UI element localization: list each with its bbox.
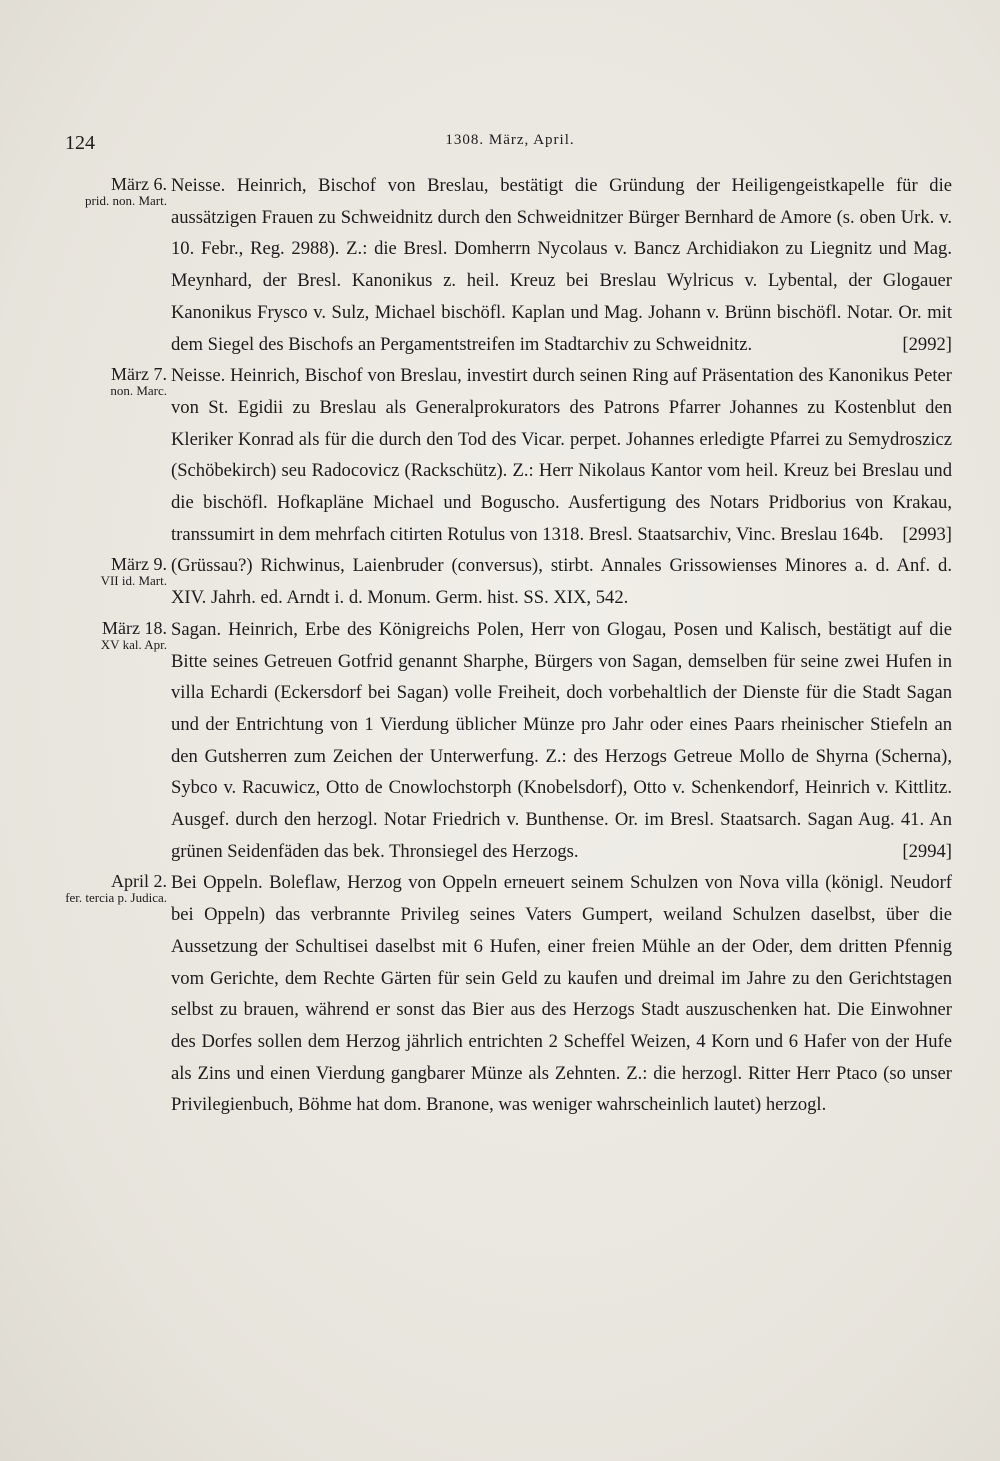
entry-date-main: März 6. [111, 174, 167, 194]
entry-date [62, 550, 171, 588]
entry-body: Neisse. Heinrich, Bischof von Breslau, investirt durch seinen Ring auf Präsentation des Kanonikus Peter von St. Egidii zu Breslau als Generalprokurators des Patrons Pfarrer Johannes zu Kostenblut den Kleriker Konrad als für die durch den Tod des Vicar. perpet. Johannes erledigte Pfarrei zu Semydroszicz (Schöbekirch) seu Radocovicz (Rackschütz). Z.: Herr Nikolaus Kantor vom heil. Kreuz bei Breslau und die bischöfl. Hofkapläne Michael und Boguscho. Ausfertigung des Notars Pridborius von Krakau, transsumirt in dem mehrfach citirten Rotulus von 1318. Bresl. Staatsarchiv, Vinc. Breslau 164b. [171, 365, 952, 545]
entry-date-liturgical: XV kal. Apr. [100, 636, 167, 652]
entry-date [62, 614, 171, 652]
entry-text [171, 360, 962, 550]
register-number: [2993] [902, 523, 952, 545]
register-entries [62, 170, 962, 1121]
entry-date [62, 170, 171, 208]
entry-text [171, 614, 962, 868]
register-entry [62, 360, 962, 550]
entry-date-liturgical: VII id. Mart. [100, 573, 167, 589]
register-number: [2992] [902, 333, 952, 355]
entry-date [62, 360, 171, 398]
entry-body: Bei Oppeln. Boleflaw, Herzog von Oppeln erneuert seinem Schulzen von Nova villa (königl. Neudorf bei Oppeln) das verbrannte Privileg seines Vaters Gumpert, weiland Schulzen daselbst, über die Aussetzung der Schultisei daselbst mit 6 Hufen, einer freien Mühle an der Oder, dem dritten Pfennig vom Gerichte, dem Rechte Gärten für sein Geld zu kaufen und dreimal im Jahre zu den Gerichtstagen selbst zu brauen, während er sonst das Bier aus des Herzogs Stadt auszuschenken hat. Die Einwohner des Dorfes sollen dem Herzog jährlich entrichten 2 Scheffel Weizen, 4 Korn und 6 Hafer von der Hufe als Zins und einen Vierdung gangbarer Münze als Zehnten. Z.: die herzogl. Ritter Herr Ptaco (so unser Privilegienbuch, Böhme hat dom. Branone, was weniger wahrscheinlich lautet) herzogl. [171, 872, 952, 1116]
entry-body: Sagan. Heinrich, Erbe des Königreichs Polen, Herr von Glogau, Posen und Kalisch, bestätigt auf die Bitte seines Getreuen Gotfrid genannt Sharphe, Bürgers von Sagan, demselben für seine zwei Hufen in villa Echardi (Eckersdorf bei Sagan) volle Freiheit, doch vorbehaltlich der Dienste für die Stadt Sagan und der Entrichtung von 1 Vierdung üblicher Münze pro Jahr oder eines Paars rheinischer Stiefeln an den Gutsherren zum Zeichen der Unterwerfung. Z.: des Herzogs Getreue Mollo de Shyrna (Scherna), Sybco v. Racuwicz, Otto de Cnowlochstorph (Knobelsdorf), Otto v. Schenkendorf, Heinrich v. Kittlitz. Ausgef. durch den herzogl. Notar Friedrich v. Bunthense. Or. im Bresl. Staatsarch. Sagan Aug. 41. An grünen Seidenfäden das bek. Thronsiegel des Herzogs. [171, 618, 952, 862]
entry-body: (Grüssau?) Richwinus, Laienbruder (conversus), stirbt. Annales Grissowienses Minores a. d. Anf. d. XIV. Jahrh. ed. Arndt i. d. Monum. Germ. hist. SS. XIX, 542. [171, 555, 952, 609]
entry-date-main: März 7. [111, 364, 167, 385]
entry-date-main: März 9. [111, 554, 167, 575]
entry-date-liturgical: prid. non. Mart. [85, 193, 167, 208]
register-entry [62, 614, 962, 868]
entry-text [171, 550, 962, 613]
register-entry [62, 867, 962, 1121]
running-title: 1308. März, April. [445, 132, 575, 148]
entry-date-main: April 2. [111, 871, 167, 892]
entry-date [62, 867, 171, 905]
entry-date-liturgical: fer. tercia p. Judica. [65, 890, 167, 906]
entry-body: Neisse. Heinrich, Bischof von Breslau, bestätigt die Gründung der Heiligengeistkapelle für die aussätzigen Frauen zu Schweidnitz durch den Schweidnitzer Bürger Bernhard de Amore (s. oben Urk. v. 10. Febr., Reg. 2988). Z.: die Bresl. Domherrn Nycolaus v. Bancz Archidiakon zu Liegnitz und Mag. Meynhard, der Bresl. Kanonikus z. heil. Kreuz bei Breslau Wylricus v. Lybental, der Glogauer Kanonikus Frysco v. Sulz, Michael bischöfl. Kaplan und Mag. Johann v. Brünn bischöfl. Notar. Or. mit dem Siegel des Bischofs an Pergamentstreifen im Stadtarchiv zu Schweidnitz. [171, 175, 952, 355]
page-number: 124 [65, 132, 95, 154]
entry-date-liturgical: non. Marc. [110, 383, 167, 399]
register-number: [2994] [902, 840, 952, 862]
entry-text [171, 170, 962, 360]
entry-text [171, 867, 962, 1121]
register-entry [62, 550, 962, 613]
register-entry [62, 170, 962, 360]
page-header [65, 132, 955, 162]
entry-date-main: März 18. [102, 617, 167, 638]
